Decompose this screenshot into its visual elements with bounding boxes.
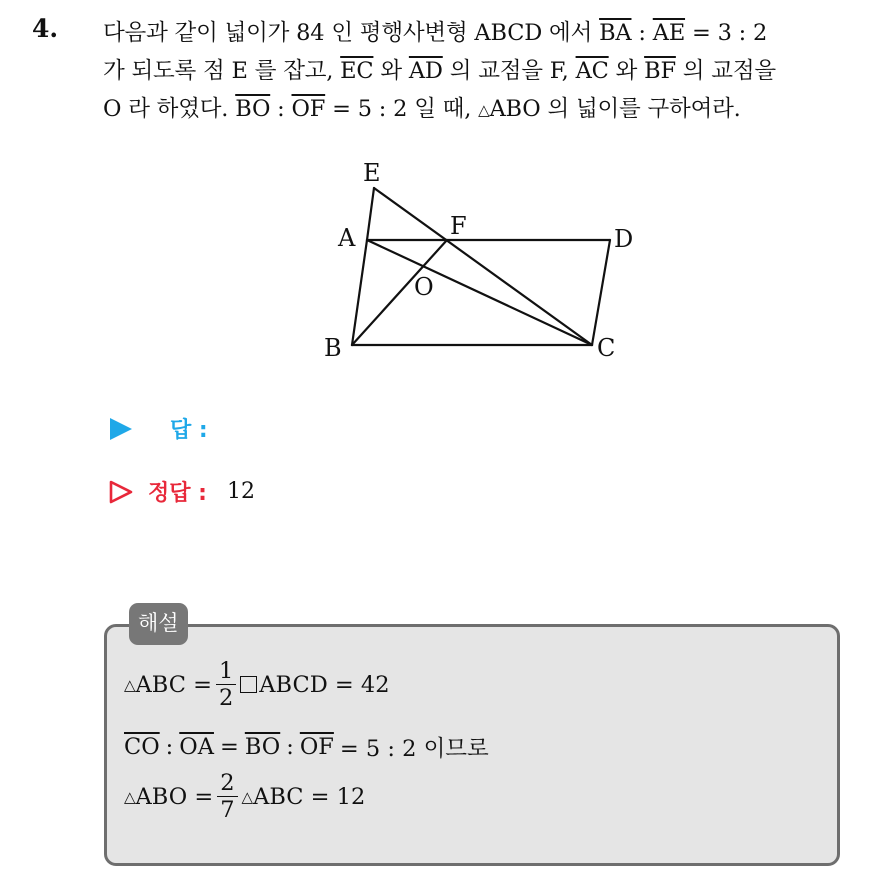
problem-number: 4. <box>32 14 59 43</box>
correct-answer-row <box>108 476 255 507</box>
parallelogram-figure <box>322 150 652 370</box>
line-ec <box>374 188 592 345</box>
problem-line-1: 다음과 같이 넓이가 84 인 평행사변형 ABCD 에서 $\overline{BA}$ : $\overline{AE} = 3$ : 2 <box>103 20 768 46</box>
label-d: D <box>614 225 634 253</box>
explanation-line-3: △ ABO = $\frac{2}{7}$ △ ABC = 12 <box>124 770 366 823</box>
answer-row <box>108 413 208 444</box>
segment-bo: $\overline{BO}$ <box>235 96 271 122</box>
segment-bf: $\overline{BF}$ <box>644 58 676 84</box>
explanation-line-1: △ ABC = $\frac{1}{2}$ ABCD = 42 <box>124 658 390 711</box>
label-f: F <box>450 212 467 240</box>
segment-ac: $\overline{AC}$ <box>575 58 609 84</box>
label-b: B <box>324 334 342 362</box>
label-a: A <box>338 224 356 252</box>
label-o: O <box>414 273 434 301</box>
fraction-two-sevenths: $\frac{2}{7}$ <box>217 770 237 823</box>
outline-triangle-icon <box>108 479 134 505</box>
segment-ba: $\overline{BA}$ <box>599 20 632 46</box>
problem-line-3: O 라 하였다. $\overline{BO}$ : $\overline{OF} = 5$ : 2 일 때, △ABO 의 넓이를 구하여라. <box>103 96 741 122</box>
problem-text <box>103 14 873 129</box>
segment-ec: $\overline{EC}$ <box>340 58 374 84</box>
answer-label: 답 : <box>170 418 208 443</box>
filled-triangle-icon <box>108 417 134 441</box>
label-c: C <box>597 334 616 362</box>
label-e: E <box>363 159 381 187</box>
side-cd <box>592 240 610 345</box>
problem-line-2: 가 되도록 점 E 를 잡고, $\overline{EC}$ 와 $\overline{AD}$ 의 교점을 F, $\overline{AC}$ 와 $\overline{BF}$ 의 교점을 <box>103 58 776 84</box>
correct-answer-value: 12 <box>226 479 255 504</box>
side-ab <box>352 240 367 345</box>
square-symbol <box>240 676 257 693</box>
explanation-tab: 해설 <box>129 603 188 645</box>
triangle-symbol: △ <box>478 101 490 119</box>
explanation-line-2: $\overline{CO}$ : $\overline{OA}$ = $\overline{BO}$ : $\overline{OF}$ = 5 : 2 이므로 <box>124 734 489 762</box>
segment-ae: $\overline{AE}$ <box>652 20 686 46</box>
fraction-one-half: $\frac{1}{2}$ <box>216 658 236 711</box>
correct-answer-label: 정답 : <box>148 481 207 506</box>
segment-of: $\overline{OF}$ <box>291 96 326 122</box>
segment-ad: $\overline{AD}$ <box>408 58 443 84</box>
line-ae <box>367 188 374 240</box>
